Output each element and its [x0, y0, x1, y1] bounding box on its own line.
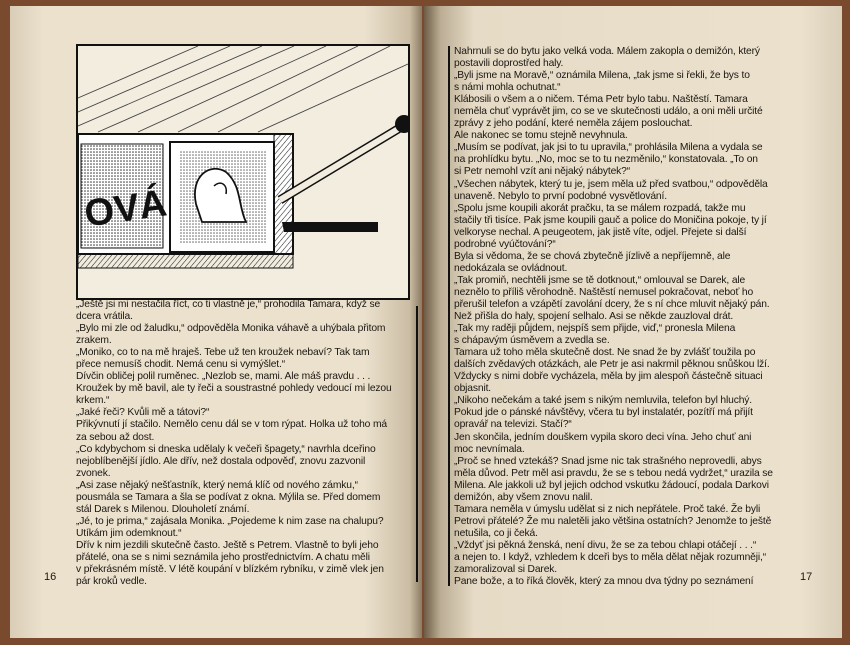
- text-line: „Co kdybychom si dneska udělaly k večeři špagety,“ navrhla dceřino: [76, 443, 376, 455]
- text-line: pousmála se Tamara a šla se podívat z okna. Mýlila se. Před domem: [76, 491, 381, 503]
- text-line: unaveně. Nebylo to první podobné vysvětlování.: [454, 190, 667, 202]
- open-book: [10, 6, 842, 638]
- text-line: Klábosili o všem a o ničem. Téma Petr bylo tabu. Naštěstí. Tamara: [454, 94, 748, 106]
- text-line: podrobné vyúčtování?“: [454, 238, 556, 250]
- text-line: „Ještě jsi mi nestačila říct, co ti vlastně je,“ prohodila Tamara, když se: [76, 299, 381, 310]
- text-line: zamoralizoval si Darek.: [454, 564, 557, 576]
- text-line: „Vždyť jsi pěkná ženská, není divu, že se za tebou chlapi otáčejí . . .“: [454, 539, 757, 551]
- left-margin-rule: [448, 46, 450, 586]
- text-line: Pane bože, a to říká člověk, který za mnou dva týdny po seznámení: [454, 576, 754, 588]
- text-line: netušila, co ji čeká.: [454, 527, 538, 539]
- left-page-text: [76, 299, 416, 588]
- text-line: „Musím se podívat, jak jsi to tu upravila,“ prohlásila Milena a vydala se: [454, 142, 763, 154]
- illustration-lettering: OVÁ: [81, 182, 170, 236]
- text-line: v překrásném místě. V létě koupání v blízkém rybníku, v zimě vlek jen: [76, 564, 384, 576]
- left-page: [10, 6, 422, 638]
- text-line: demižón, aby všem znovu nalil.: [454, 491, 593, 503]
- text-line: velkoryse nechal. A peugeotem, jak jistě víte, odjel. Přejete si další: [454, 226, 747, 238]
- text-line: „Proč se hned vztekáš? Snad jsme nic tak strašného neprovedli, abys: [454, 455, 762, 467]
- text-line: moc nevnímala.: [454, 443, 525, 455]
- text-line: dcera vrátila.: [76, 311, 133, 323]
- text-line: stál Darek s Milenou. Dlouholetí známí.: [76, 503, 250, 515]
- page-number: 16: [44, 571, 57, 583]
- text-line: „Spolu jsme koupili akorát pračku, ta se málem rozpadá, takže mu: [454, 202, 746, 214]
- text-line: si Petr nemohl vzít ani nějaký nábytek?“: [454, 166, 631, 178]
- text-line: nedokázala se ovládnout.: [454, 262, 568, 274]
- text-line: „Všechen nábytek, který tu je, jsem měla už před svatbou,“ odpověděla: [454, 178, 768, 190]
- text-line: „Tak my raději půjdem, nejspíš sem přijde, viď,“ pronesla Milena: [454, 323, 736, 335]
- text-line: „Byli jsme na Moravě,“ oznámila Milena, „tak jsme si řekli, že bys to: [454, 70, 750, 82]
- text-line: Ale nakonec se tomu stejně nevyhnula.: [454, 130, 628, 142]
- text-line: objasnit.: [454, 383, 492, 395]
- text-line: Petrovi přátelé? Že mu naletěli jako většina ostatních? Jenomže to ještě: [454, 515, 772, 527]
- text-line: krkem.“: [76, 395, 110, 407]
- text-line: zprávy z jeho podání, které neměla zájem poslouchat.: [454, 118, 693, 130]
- text-line: Dřív k nim jezdili skutečně často. Ještě s Petrem. Vlastně to byli jeho: [76, 539, 379, 551]
- text-line: za sebou až dost.: [76, 431, 155, 443]
- text-line: neznělo to příliš věrohodně. Naštěstí nemusel pokračovat, neboť ho: [454, 286, 754, 298]
- text-line: stačily tři tisíce. Pak jsme koupili gauč a police do Moničina pokoje, ty jí: [454, 214, 767, 226]
- text-line: Kroužek by mě bavil, ale ty řeči a soustrastné pohledy vedoucí mi lezou: [76, 383, 392, 395]
- text-line: Přikývnutí jí stačilo. Nemělo cenu dál se v tom rýpat. Holka už toho má: [76, 419, 387, 431]
- text-line: Nahrnuli se do bytu jako velká voda. Málem zakopla o demižón, který: [454, 46, 760, 57]
- text-line: Utíkám jim odemknout.“: [76, 527, 182, 539]
- text-line: Vždycky s nimi dobře vycházela, měla by jim alespoň částečně situaci: [454, 371, 763, 383]
- text-line: dalších zvědavých otázkách, ale Petr je asi nakrmil pěknou snůškou lží.: [454, 359, 770, 371]
- text-line: nejoblíbenější jídlo. Ale dřív, než dostala odpověď, znovu zazvonil: [76, 455, 366, 467]
- text-line: Pokud jde o pánské návštěvy, včera tu byl instalatér, pozítří má přijít: [454, 407, 753, 419]
- text-line: Jen skončila, jedním douškem vypila skoro deci vína. Jeho chuť ani: [454, 431, 752, 443]
- text-line: s chápavým úsměvem a zvedla se.: [454, 335, 610, 347]
- page-number: 17: [800, 571, 813, 583]
- text-line: „Moniko, co to na mě hraješ. Tebe už ten kroužek nebaví? Tak tam: [76, 347, 370, 359]
- illustration: [76, 44, 410, 300]
- text-line: zvonek.: [76, 467, 111, 479]
- text-line: neměla chuť vyprávět jim, co se ve skutečnosti událo, a oni měli určité: [454, 106, 763, 118]
- text-line: přerušil telefon a vzápětí zavolání dcery, že s ní chce mluvit nějaký pán.: [454, 298, 770, 310]
- text-line: „Tak promiň, nechtěli jsme se tě dotknout,“ omlouval se Darek, ale: [454, 274, 746, 286]
- sketch-drawing: [78, 46, 408, 298]
- right-margin-rule: [416, 306, 418, 582]
- text-line: „Jé, to je prima,“ zajásala Monika. „Pojedeme k nim zase na chalupu?: [76, 515, 384, 527]
- right-page: [424, 6, 842, 638]
- text-line: a nejen to. I když, vzhledem k dceři bys to měla dělat nějak rozumněji,“: [454, 551, 766, 563]
- text-line: „Nikoho nečekám a také jsem s nikým nemluvila, telefon byl hluchý.: [454, 395, 752, 407]
- text-line: pár kroků vedle.: [76, 576, 147, 588]
- text-line: Milena. Ale jakkoli už byl jejich odchod vskutku žádoucí, podala Darkovi: [454, 479, 769, 491]
- text-line: přece nemusíš chodit. Nemá cenu si vymýšlet.“: [76, 359, 285, 371]
- text-line: Dívčin obličej polil ruměnec. „Nezlob se, mami. Ale máš pravdu . . .: [76, 371, 371, 383]
- text-line: na prohlídku bytu. „No, moc se to tu nezměnilo,“ konstatovala. „To on: [454, 154, 758, 166]
- text-line: přátelé, ona se s nimi seznámila jeho prostřednictvím. A chatu měli: [76, 551, 370, 563]
- text-line: Tamara neměla v úmyslu udělat si z nich nepřátele. Proč také. Že byli: [454, 503, 761, 515]
- right-page-text: [454, 46, 813, 588]
- text-line: Než přišla do haly, spojení selhalo. Asi se někde zauzloval drát.: [454, 311, 734, 323]
- text-line: měla důvod. Petr měl asi pravdu, že se s tebou nedá vydržet,“ urazila se: [454, 467, 773, 479]
- text-line: postavili doprostřed haly.: [454, 58, 564, 70]
- text-line: „Jaké řeči? Kvůli mě a tátovi?“: [76, 407, 210, 419]
- text-line: opravář na televizi. Stačí?“: [454, 419, 572, 431]
- text-line: „Bylo mi zle od žaludku,“ odpověděla Monika váhavě a uhýbala přitom: [76, 323, 386, 335]
- text-line: Tamara už toho měla skutečně dost. Ne snad že by zvlášť toužila po: [454, 347, 756, 359]
- text-line: „Asi zase nějaký nešťastník, který nemá klíč od nového zámku,“: [76, 479, 358, 491]
- text-line: Byla si vědoma, že se chová zbytečně jízlivě a nepříjemně, ale: [454, 250, 731, 262]
- text-line: zrakem.: [76, 335, 112, 347]
- text-line: s námi mohla ochutnat.“: [454, 82, 561, 94]
